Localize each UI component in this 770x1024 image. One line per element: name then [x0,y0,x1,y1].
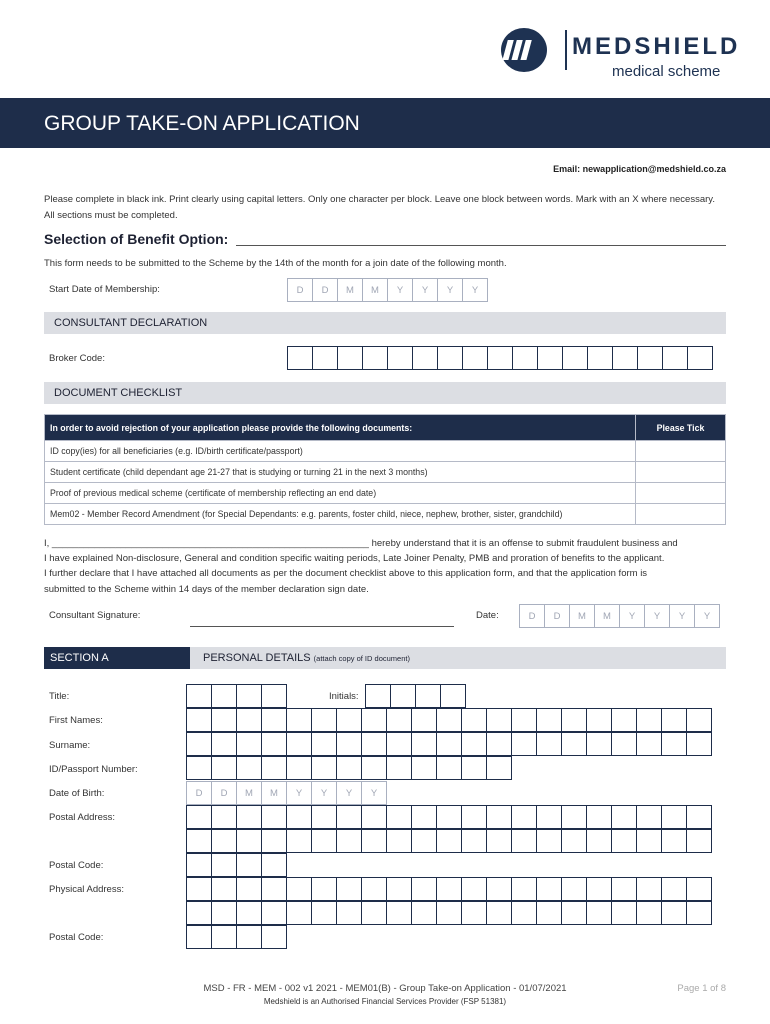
char-box[interactable]: D [287,278,313,302]
char-box[interactable] [337,346,363,370]
postal-code-2-input[interactable] [186,925,286,949]
char-box[interactable] [336,805,362,829]
char-box[interactable] [636,708,662,732]
char-box[interactable] [361,829,387,853]
char-box[interactable] [186,877,212,901]
char-box[interactable] [336,732,362,756]
char-box[interactable] [587,346,613,370]
char-box[interactable] [636,829,662,853]
char-box[interactable] [511,877,537,901]
char-box[interactable] [486,829,512,853]
personal-details-heading [203,652,410,664]
char-box[interactable] [236,708,262,732]
char-box[interactable] [411,805,437,829]
char-box[interactable] [686,829,712,853]
footer-fsp: Medshield is an Authorised Financial Services Provider (FSP 51381) [263,997,507,1006]
char-box[interactable] [361,877,387,901]
char-box[interactable] [411,829,437,853]
char-box[interactable] [236,877,262,901]
char-box[interactable] [415,684,441,708]
checklist-header: In order to avoid rejection of your application please provide the following documents: [45,415,636,441]
dob-label: Date of Birth: [49,788,105,799]
char-box[interactable] [211,805,237,829]
char-box[interactable] [336,756,362,780]
char-box[interactable] [236,732,262,756]
date-label: Date: [476,610,499,621]
char-box[interactable]: M [236,781,262,805]
char-box[interactable] [586,732,612,756]
start-date-input[interactable] [287,278,487,302]
char-box[interactable] [236,829,262,853]
tick-box[interactable] [636,504,726,525]
char-box[interactable] [512,346,538,370]
section-a-text: SECTION A [50,652,109,664]
char-box[interactable] [211,925,237,949]
char-box[interactable] [387,346,413,370]
char-box[interactable] [186,829,212,853]
char-box[interactable]: Y [311,781,337,805]
char-box[interactable] [612,346,638,370]
char-box[interactable] [311,877,337,901]
char-box[interactable] [236,684,262,708]
char-box[interactable] [611,901,637,925]
char-box[interactable] [386,877,412,901]
table-row [45,483,726,504]
char-box[interactable] [536,877,562,901]
char-box[interactable] [511,901,537,925]
char-box[interactable] [286,805,312,829]
checklist-item: Mem02 - Member Record Amendment (for Special Dependants: e.g. parents, foster child, niece, nephew, brother, sister, grandchild) [45,504,636,525]
char-box[interactable] [390,684,416,708]
char-box[interactable] [311,756,337,780]
char-box[interactable] [361,901,387,925]
char-box[interactable]: D [544,604,570,628]
char-box[interactable] [211,684,237,708]
postal-address-input-2[interactable] [186,829,711,853]
char-box[interactable] [436,732,462,756]
char-box[interactable] [361,756,387,780]
char-box[interactable]: Y [336,781,362,805]
char-box[interactable] [586,829,612,853]
char-box[interactable] [386,901,412,925]
char-box[interactable] [486,805,512,829]
char-box[interactable] [386,708,412,732]
char-box[interactable] [536,732,562,756]
char-box[interactable] [561,829,587,853]
char-box[interactable] [361,708,387,732]
char-box[interactable]: M [261,781,287,805]
char-box[interactable]: D [211,781,237,805]
char-box[interactable]: Y [619,604,645,628]
char-box[interactable] [186,732,212,756]
char-box[interactable] [461,732,487,756]
char-box[interactable] [686,708,712,732]
char-box[interactable] [261,829,287,853]
section-a-label [44,647,190,669]
char-box[interactable] [186,805,212,829]
signature-date-input[interactable] [519,604,719,628]
consultant-declaration-bar [44,312,726,334]
logo-divider [565,30,567,70]
char-box[interactable] [486,756,512,780]
char-box[interactable] [661,708,687,732]
char-box[interactable]: Y [361,781,387,805]
char-box[interactable] [440,684,466,708]
char-box[interactable] [636,901,662,925]
char-box[interactable] [286,901,312,925]
id-number-label: ID/Passport Number: [49,764,138,775]
page-number: Page 1 of 8 [677,983,726,994]
char-box[interactable] [436,877,462,901]
signature-field[interactable] [190,626,454,627]
char-box[interactable] [561,901,587,925]
char-box[interactable] [336,708,362,732]
char-box[interactable] [411,732,437,756]
char-box[interactable] [486,732,512,756]
char-box[interactable] [365,684,391,708]
dob-input[interactable] [186,781,386,805]
char-box[interactable] [661,901,687,925]
char-box[interactable] [412,346,438,370]
char-box[interactable] [386,756,412,780]
char-box[interactable] [211,732,237,756]
char-box[interactable]: D [519,604,545,628]
char-box[interactable] [611,708,637,732]
char-box[interactable] [261,756,287,780]
char-box[interactable] [662,346,688,370]
table-row [45,504,726,525]
char-box[interactable] [611,732,637,756]
char-box[interactable] [411,708,437,732]
title-input[interactable] [186,684,286,708]
char-box[interactable]: Y [694,604,720,628]
char-box[interactable] [561,708,587,732]
checklist-item: Student certificate (child dependant age 21-27 that is studying or turning 21 in the next 3 months) [45,462,636,483]
char-box[interactable] [186,756,212,780]
char-box[interactable] [286,732,312,756]
tick-box[interactable] [636,441,726,462]
char-box[interactable] [286,829,312,853]
char-box[interactable]: D [312,278,338,302]
id-number-input[interactable] [186,756,511,780]
char-box[interactable] [537,346,563,370]
char-box[interactable] [311,708,337,732]
char-box[interactable] [486,901,512,925]
char-box[interactable] [236,805,262,829]
char-box[interactable] [386,805,412,829]
char-box[interactable] [287,346,313,370]
char-box[interactable] [461,877,487,901]
document-checklist-heading: DOCUMENT CHECKLIST [54,387,183,399]
char-box[interactable]: Y [437,278,463,302]
char-box[interactable] [261,853,287,877]
declaration-line: I, ____________________________________________________________ hereby understand that it is an offense to submit fraudulent business and [44,538,678,549]
char-box[interactable] [561,877,587,901]
char-box[interactable] [536,829,562,853]
char-box[interactable] [436,805,462,829]
start-date-label: Start Date of Membership: [49,284,160,295]
table-row [45,462,726,483]
postal-code-label: Postal Code: [49,860,104,871]
char-box[interactable] [586,805,612,829]
first-names-input[interactable] [186,708,711,732]
char-box[interactable] [211,829,237,853]
char-box[interactable] [686,901,712,925]
char-box[interactable] [386,732,412,756]
char-box[interactable] [511,732,537,756]
char-box[interactable]: M [337,278,363,302]
char-box[interactable] [661,877,687,901]
char-box[interactable]: M [569,604,595,628]
char-box[interactable] [461,805,487,829]
char-box[interactable] [636,877,662,901]
char-box[interactable] [511,805,537,829]
brand-name: MEDSHIELD [572,33,741,60]
consultant-declaration-text [44,536,728,597]
char-box[interactable] [361,732,387,756]
char-box[interactable] [536,708,562,732]
char-box[interactable] [661,732,687,756]
char-box[interactable] [611,805,637,829]
surname-label: Surname: [49,740,91,751]
char-box[interactable] [637,346,663,370]
char-box[interactable] [186,853,212,877]
char-box[interactable] [561,805,587,829]
char-box[interactable] [461,708,487,732]
char-box[interactable] [661,829,687,853]
postal-address-label: Postal Address: [49,812,116,823]
char-box[interactable] [261,925,287,949]
char-box[interactable] [687,346,713,370]
consultant-declaration-heading: CONSULTANT DECLARATION [54,317,208,329]
declaration-line: I have explained Non-disclosure, General and condition specific waiting periods, Late Joiner Penalty, PMB and proration of benefits to the applicant. [44,553,665,565]
char-box[interactable] [236,901,262,925]
char-box[interactable]: M [362,278,388,302]
personal-details-title: PERSONAL DETAILS [203,652,311,664]
char-box[interactable] [436,829,462,853]
tick-box[interactable] [636,462,726,483]
benefit-option-field[interactable] [236,245,726,246]
char-box[interactable]: Y [286,781,312,805]
postal-address-input[interactable] [186,805,711,829]
char-box[interactable] [686,805,712,829]
char-box[interactable] [361,805,387,829]
char-box[interactable] [261,877,287,901]
char-box[interactable] [586,708,612,732]
document-checklist-bar [44,382,726,404]
char-box[interactable] [436,708,462,732]
char-box[interactable] [487,346,513,370]
char-box[interactable] [461,829,487,853]
physical-address-input-2[interactable] [186,901,711,925]
physical-address-label: Physical Address: [49,884,124,895]
char-box[interactable]: M [594,604,620,628]
char-box[interactable] [362,346,388,370]
physical-address-input[interactable] [186,877,711,901]
char-box[interactable]: Y [669,604,695,628]
char-box[interactable] [636,732,662,756]
char-box[interactable] [186,901,212,925]
postal-code-input[interactable] [186,853,286,877]
first-names-label: First Names: [49,715,103,726]
char-box[interactable]: Y [644,604,670,628]
char-box[interactable] [236,756,262,780]
char-box[interactable] [211,901,237,925]
char-box[interactable] [386,829,412,853]
char-box[interactable]: Y [462,278,488,302]
benefit-option-label: Selection of Benefit Option: [44,231,229,247]
signature-label: Consultant Signature: [49,610,141,621]
tick-box[interactable] [636,483,726,504]
char-box[interactable] [611,829,637,853]
broker-code-label: Broker Code: [49,353,105,364]
char-box[interactable] [536,901,562,925]
medshield-logo-icon [501,28,547,72]
char-box[interactable]: Y [387,278,413,302]
checklist-item: ID copy(ies) for all beneficiaries (e.g. ID/birth certificate/passport) [45,441,636,462]
char-box[interactable] [211,708,237,732]
char-box[interactable] [586,901,612,925]
char-box[interactable] [312,346,338,370]
char-box[interactable] [536,805,562,829]
char-box[interactable] [286,877,312,901]
email-address[interactable]: Email: newapplication@medshield.co.za [553,164,726,174]
initials-input[interactable] [365,684,465,708]
submission-note: This form needs to be submitted to the Scheme by the 14th of the month for a join date of the following month. [44,258,507,269]
char-box[interactable] [611,877,637,901]
char-box[interactable] [411,756,437,780]
initials-label: Initials: [329,691,359,702]
char-box[interactable] [462,346,488,370]
char-box[interactable] [461,901,487,925]
char-box[interactable] [261,684,287,708]
broker-code-input[interactable] [287,346,712,370]
page-title: GROUP TAKE-ON APPLICATION [44,112,360,135]
char-box[interactable] [236,853,262,877]
char-box[interactable] [686,732,712,756]
char-box[interactable] [436,756,462,780]
tick-header: Please Tick [636,415,726,441]
char-box[interactable] [686,877,712,901]
char-box[interactable] [261,708,287,732]
char-box[interactable] [486,708,512,732]
char-box[interactable] [336,877,362,901]
char-box[interactable] [286,708,312,732]
declaration-line: submitted to the Scheme within 14 days of the member declaration sign date. [44,583,369,595]
char-box[interactable] [261,732,287,756]
title-label: Title: [49,691,70,702]
char-box[interactable] [261,805,287,829]
char-box[interactable]: D [186,781,212,805]
char-box[interactable] [511,829,537,853]
char-box[interactable] [661,805,687,829]
brand-subtitle: medical scheme [612,63,721,80]
char-box[interactable] [186,684,212,708]
char-box[interactable] [286,756,312,780]
char-box[interactable] [336,901,362,925]
char-box[interactable] [311,805,337,829]
char-box[interactable] [437,346,463,370]
postal-code-2-label: Postal Code: [49,932,104,943]
checklist-item: Proof of previous medical scheme (certificate of membership reflecting an end date) [45,483,636,504]
char-box[interactable] [586,877,612,901]
char-box[interactable] [636,805,662,829]
document-checklist-table [44,414,726,525]
char-box[interactable] [261,901,287,925]
footer-reference: MSD - FR - MEM - 002 v1 2021 - MEM01(B) - Group Take-on Application - 01/07/2021 [203,983,567,994]
char-box[interactable] [562,346,588,370]
char-box[interactable] [311,829,337,853]
char-box[interactable] [461,756,487,780]
char-box[interactable] [511,708,537,732]
char-box[interactable] [211,877,237,901]
char-box[interactable] [336,829,362,853]
char-box[interactable] [411,901,437,925]
char-box[interactable] [561,732,587,756]
char-box[interactable]: Y [412,278,438,302]
surname-input[interactable] [186,732,711,756]
char-box[interactable] [211,756,237,780]
char-box[interactable] [211,853,237,877]
char-box[interactable] [186,925,212,949]
instructions: Please complete in black ink. Print clearly using capital letters. Only one character per block. Leave one block between words. Mark with an X where necessary. All sections must be completed. [44,194,715,221]
char-box[interactable] [311,901,337,925]
char-box[interactable] [411,877,437,901]
personal-details-note: (attach copy of ID document) [313,654,410,663]
char-box[interactable] [236,925,262,949]
table-row [45,441,726,462]
char-box[interactable] [436,901,462,925]
char-box[interactable] [186,708,212,732]
char-box[interactable] [486,877,512,901]
char-box[interactable] [311,732,337,756]
declaration-line: I further declare that I have attached all documents as per the document checklist above to this application form, and that the application form is [44,568,648,580]
personal-details-bar [190,647,726,669]
